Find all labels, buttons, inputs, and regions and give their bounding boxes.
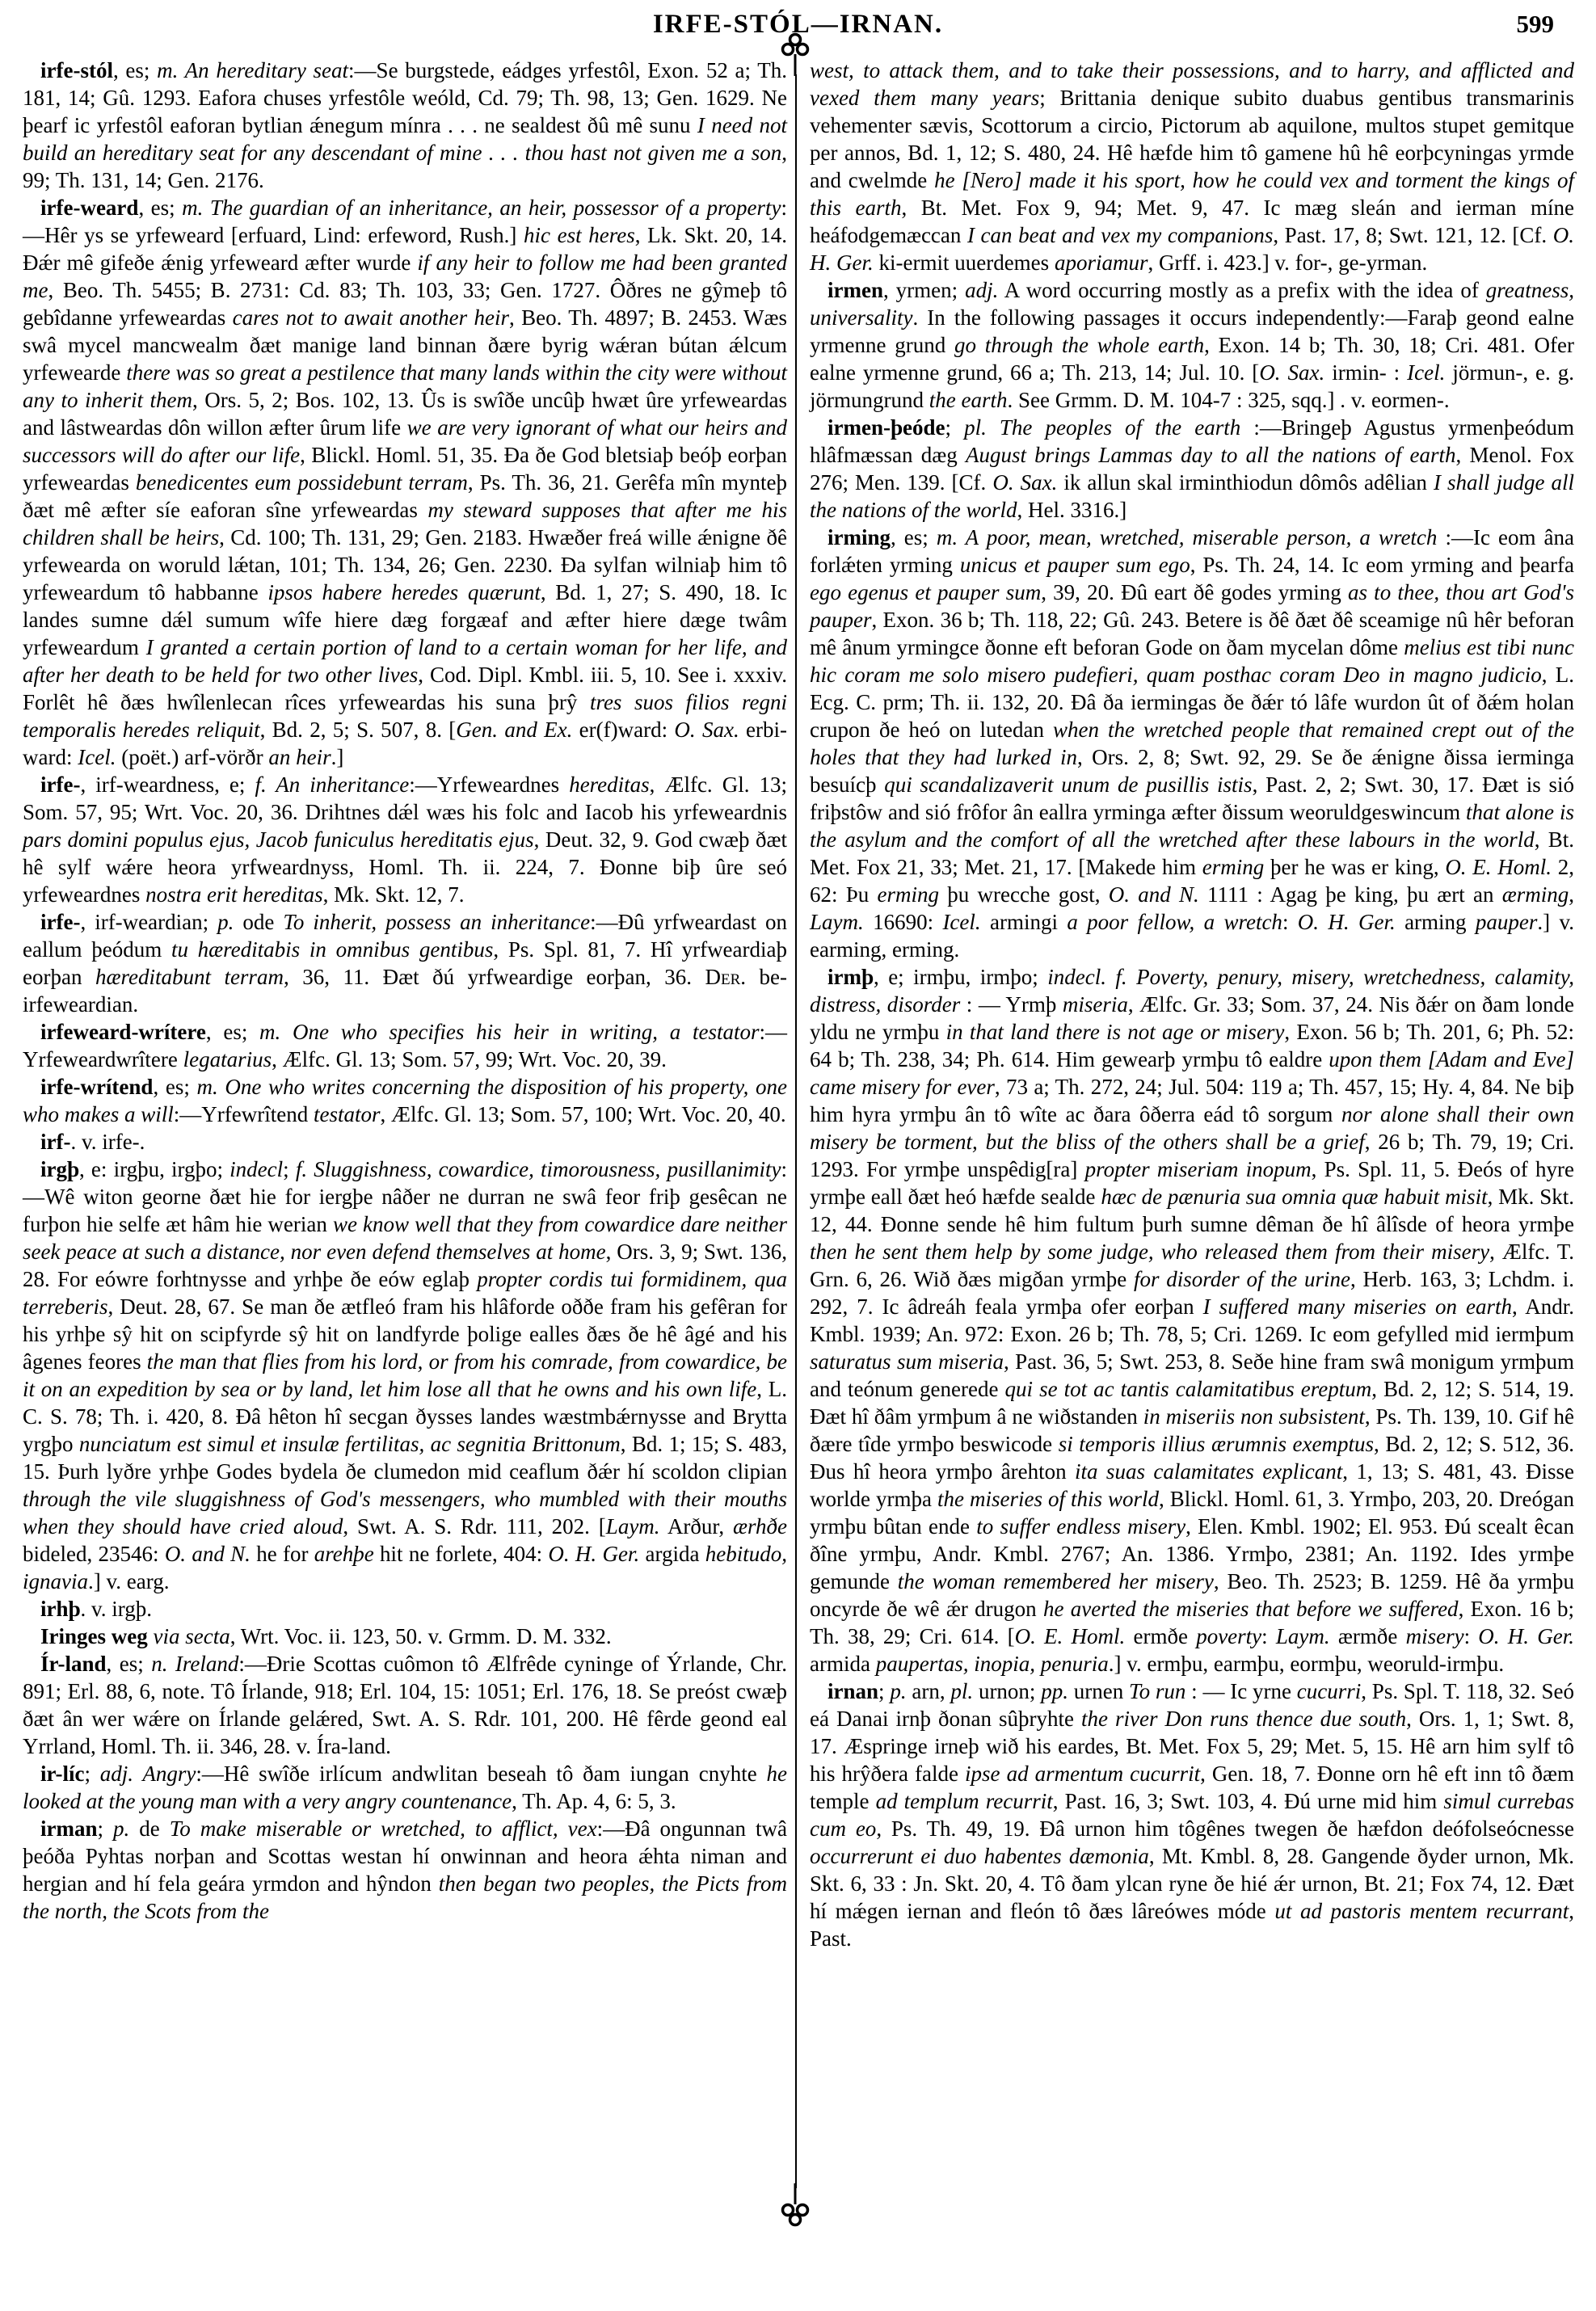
dictionary-entry: irfeweard-wrítere, es; m. One who specifies his heir in writing, a testator:—Yrfeweardwrîtere legatarius, Ælfc. Gl. 13; Som. 57, 99; Wrt. Voc. 20, 39. xyxy=(23,1020,787,1071)
dictionary-entry: irmen, yrmen; adj. A word occurring mostly as a prefix with the idea of greatness, universality. In the following passages it occurs independently:—Faraþ geond ealne yrmenne grund go through the whole earth, Exon. 14 b; Th. 30, 18; Cri. 481. Ofer ealne yrmenne grund, 66 a; Th. 213, 14; Jul. 10. [O. Sax. irmin- : Icel. jörmun-, e. g. jörmungrund the earth. See Grmm. D. M. 104-7 : 325, sqq.] . v. eormen-. xyxy=(810,278,1575,412)
dictionary-entry: irfe-stól, es; m. An hereditary seat:—Se burgstede, eádges yrfestôl, Exon. 52 a; Th. 181, 14; Gû. 1293. Eafora chuses yrfestôle weóld, Cd. 79; Th. 98, 13; Gen. 1629. Ne þearf ic yrfestôl eaforan bytlian ǽnegum mínra . . . ne sealdest ðû mê sunu I need not build an hereditary seat for any descendant of mine . . . thou hast not given me a son, 99; Th. 131, 14; Gen. 2176. xyxy=(23,58,788,192)
column-right xyxy=(810,57,1574,1952)
dictionary-entry: west, to attack them, and to take their possessions, and to harry, and afflicted and vexed them many years; Brittania denique subito duabus gentibus transmarinis vehementer sævis, Scottorum a circio, Pictorum ab aquilone, multos stupet gemitque per annos, Bd. 1, 12; S. 480, 24. Hê hæfde him tô gamene hû hê eorþcyningas yrmde and cwelmde he [Nero] made it his sport, how he could vex and torment the kings of this earth, Bt. Met. Fox 9, 94; Met. 9, 47. Ic mæg sleán and ierman míne heáfodgemæccan I can beat and vex my companions, Past. 17, 8; Swt. 121, 12. [Cf. O. H. Ger. ki-ermit uuerdemes aporiamur, Grff. i. 423.] v. for-, ge-yrman. xyxy=(810,58,1575,275)
page-number: 599 xyxy=(1516,10,1554,38)
dictionary-entry: irgþ, e: irgþu, irgþo; indecl; f. Sluggishness, cowardice, timorousness, pusillanimity:—Wê witon georne ðæt hie for iergþe nâðer ne durran ne swâ feor friþ gesêcan ne furþon hie selfe æt hâm hie werian we know well that they from cowardice dare neither seek peace at such a distance, nor even defend themselves at home, Ors. 3, 9; Swt. 136, 28. For eówre forhtnysse and yrhþe ðe eów eglaþ propter cordis tui formidinem, qua terreberis, Deut. 28, 67. Se man ðe ætfleó fram his hlâforde oððe fram his gefêran for his yrhþe sŷ hit on scipfyrde sŷ hit on landfyrde þolige ealles ðæs ðe hê âgé and his âgenes feores the man that flies from his lord, or from his comrade, from cowardice, be it on an expedition by sea or by land, let him lose all that he owns and his own life, L. C. S. 78; Th. i. 420, 8. Ðâ hêton hî secgan ðysses landes wæstmbǽrnysse and Brytta yrgþo nunciatum est simul et insulæ fertilitas, ac segnitia Brittonum, Bd. 1; 15; S. 483, 15. Þurh lyðre yrhþe Godes bydela ðe clumedon mid ceaflum ðǽr hí scoldon clipian through the vile sluggishness of God's messengers, who mumbled with their mouths when they should have cried aloud, Swt. A. S. Rdr. 111, 202. [Laym. Arður, ærhðe bideled, 23546: O. and N. he for arehþe hit ne forlete, 404: O. H. Ger. argida hebitudo, ignavia.] v. earg. xyxy=(23,1157,788,1593)
dictionary-entry: irman; p. de To make miserable or wretched, to afflict, vex:—Ðâ ongunnan twâ þeóða Pyhtas norþan and Scottas westan hí onwinnan and heora ǽhta niman and hergian and hí fela geára yrmdon and hŷndon then began two peoples, the Picts from the north, the Scots from the xyxy=(23,1816,787,1923)
dictionary-entry: irf-. v. irfe-. xyxy=(40,1130,145,1154)
trefoil-ornament-icon xyxy=(777,2183,813,2229)
dictionary-entry: Iringes weg via secta, Wrt. Voc. ii. 123, 50. v. Grmm. D. M. 332. xyxy=(40,1624,612,1648)
column-divider-rule xyxy=(795,74,797,2188)
dictionary-entry: irmþ, e; irmþu, irmþo; indecl. f. Poverty, penury, misery, wretchedness, calamity, distress, disorder : — Yrmþ miseria, Ælfc. Gr. 33; Som. 37, 24. Nis ðǽr on ðam londe yldu ne yrmþu in that land there is not age or misery, Exon. 56 b; Th. 201, 6; Ph. 52: 64 b; Th. 238, 34; Ph. 614. Him gewearþ yrmþu tô ealdre upon them [Adam and Eve] came misery for ever, 73 a; Th. 272, 24; Jul. 504: 119 a; Th. 457, 15; Hy. 4, 84. Ne biþ him hyra yrmþu ân tô wîte ac ðara ôðerra eád tô sorgum nor alone shall their own misery be torment, but the bliss of the others shall be a grief, 26 b; Th. 79, 19; Cri. 1293. For yrmþe unspêdig[ra] propter miseriam inopum, Ps. Spl. 11, 5. Ðeós of hyre yrmþe eall ðæt heó hæfde sealde hæc de pænuria sua omnia quæ habuit misit, Mk. Skt. 12, 44. Ðonne sende hê him fultum þurh sumne dêman ðe hî âlîsde of heora yrmþe then he sent them help by some judge, who released them from their misery, Ælfc. T. Grn. 6, 26. Wið ðæs migðan yrmþe for disorder of the urine, Herb. 163, 3; Lchdm. i. 292, 7. Ic âdreáh feala yrmþa ofer eorþan I suffered many miseries on earth, Andr. Kmbl. 1939; An. 972: Exon. 26 b; Th. 78, 5; Cri. 1269. Ic eom gefylled mid iermþum saturatus sum miseria, Past. 36, 5; Swt. 253, 8. Seðe hine fram swâ monigum yrmþum and teónum generede qui se tot ac tantis calamitatibus ereptum, Bd. 2, 12; S. 514, 19. Ðæt hî ðâm yrmþum â ne wiðstanden in miseriis non subsistent, Ps. Th. 139, 10. Gif hê ðære tîde yrmþo beswicode si temporis illius ærumnis exemptus, Bd. 2, 12; S. 512, 36. Ðus hî heora yrmþo ârehton ita suas calamitates explicant, 1, 13; S. 481, 43. Ðisse worlde yrmþa the miseries of this world, Blickl. Homl. 61, 3. Yrmþo, 203, 20. Dreógan yrmþu bûtan ende to suffer endless misery, Elen. Kmbl. 1902; El. 953. Ðú scealt êcan ðîne yrmþu, Andr. Kmbl. 2767; An. 1386. Yrmþo, 2381; An. 1192. Ides yrmþe gemunde the woman remembered her misery, Beo. Th. 2523; B. 1259. Hê ða yrmþu oncyrde ðe wê ǽr drugon he averted the miseries that before we suffered, Exon. 16 b; Th. 38, 29; Cri. 614. [O. E. Homl. ermðe poverty: Laym. ærmðe misery: O. H. Ger. armida paupertas, inopia, penuria.] v. ermþu, earmþu, eormþu, weoruld-irmþu. xyxy=(810,965,1575,1676)
column-left xyxy=(23,57,787,1925)
dictionary-entry: irfe-weard, es; m. The guardian of an inheritance, an heir, possessor of a property:—Hêr ys se yrfeweard [erfuard, Lind: erfeword, Rush.] hic est heres, Lk. Skt. 20, 14. Ðǽr mê gifeðe ǽnig yrfeweard æfter wurde if any heir to follow me had been granted me, Beo. Th. 5455; B. 2731: Cd. 83; Th. 103, 33; Gen. 1727. Ôðres ne gŷmeþ tô gebîdanne yrfeweardas cares not to await another heir, Beo. Th. 4897; B. 2453. Wæs swâ mycel mancwealm ðæt manige land binnan ðære byrig wǽran bútan ǽlcum yrfewearde there was so great a pestilence that many lands within the city were without any to inherit them, Ors. 5, 2; Bos. 102, 13. Ûs is swîðe uncûþ hwæt ûre yrfeweardas and lâstweardas dôn willon æfter ûrum life we are very ignorant of what our heirs and successors will do after our life, Blickl. Homl. 51, 35. Ða ðe God bletsiaþ beóþ eorþan yrfeweardas benedicentes eum possidebunt terram, Ps. Th. 36, 21. Gerêfa mîn mynteþ ðæt mê æfter síe eaforan sîne yrfeweardas my steward supposes that after me his children shall be heirs, Cd. 100; Th. 131, 29; Gen. 2183. Hwæðer freá wille ǽnigne ðê yrfewearda on woruld lǽtan, 101; Th. 134, 26; Gen. 2230. Ða sylfan wilniaþ him tô yrfeweardum tô habbanne ipsos habere heredes quærunt, Bd. 1, 27; S. 490, 18. Ic landes sumne dǽl sumum wîfe hiere dæg forgæaf and æfter hiere dæge twâm yrfeweardum I granted a certain portion of land to a certain woman for her life, and after her death to be held for two other lives, Cod. Dipl. Kmbl. iii. 5, 10. See i. xxxiv. Forlêt hê ðæs hwîlenlecan rîces yrfeweardas his suna þrŷ tres suos filios regni temporalis heredes reliquit, Bd. 2, 5; S. 507, 8. [Gen. and Ex. er(f)ward: O. Sax. erbi-ward: Icel. (poët.) arf-vörðr an heir.] xyxy=(23,196,788,769)
dictionary-entry: irhþ. v. irgþ. xyxy=(40,1597,153,1621)
dictionary-entry: irnan; p. arn, pl. urnon; pp. urnen To run : — Ic yrne cucurri, Ps. Spl. T. 118, 32. Seó eá Danai irnþ ðonan sûþryhte the river Don runs thence due south, Ors. 1, 1; Swt. 8, 17. Æspringe irneþ wið his eardes, Bt. Met. Fox 5, 29; Met. 5, 15. Hê arn him sylf tô his hrŷðera falde ipse ad armentum cucurrit, Gen. 18, 7. Ðonne orn hê eft inn tô ðæm temple ad templum recurrit, Past. 16, 3; Swt. 103, 4. Ðú urne mid him simul currebas cum eo, Ps. Th. 49, 19. Ðâ urnon him tôgênes twegen ðe hæfdon deófolseócnesse occurrerunt ei duo habentes dæmonia, Mt. Kmbl. 8, 28. Gangende ðyder urnon, Mk. Skt. 6, 33 : Jn. Skt. 20, 4. Tô ðam ylcan ryne ðe hié ǽr urnon, Bt. 21; Fox 74, 12. Ðæt hí mǽgen iernan and fleón tô ðæs lâreówes móde ut ad pastoris mentem recurrant, Past. xyxy=(810,1679,1575,1951)
dictionary-entry: irfe-, irf-weardness, e; f. An inheritance:—Yrfeweardnes hereditas, Ælfc. Gl. 13; Som. 57, 95; Wrt. Voc. 20, 36. Drihtnes dǽl wæs his folc and Iacob his yrfeweardnis pars domini populus ejus, Jacob funiculus hereditatis ejus, Deut. 32, 9. God cwæþ ðæt hê sylf wǽre heora yrfweardnyss, Homl. Th. ii. 224, 7. Ðonne biþ ûre seó yrfeweardnes nostra erit hereditas, Mk. Skt. 12, 7. xyxy=(23,772,787,907)
running-title: IRFE-STÓL—IRNAN. xyxy=(652,10,944,39)
dictionary-entry: irmen-þeóde; pl. The peoples of the earth :—Bringeþ Agustus yrmenþeódum hlâfmæssan dæg August brings Lammas day to all the nations of earth, Menol. Fox 276; Men. 139. [Cf. O. Sax. ik allun skal irminthiodun dômôs adêlian I shall judge all the nations of the world, Hel. 3316.] xyxy=(810,415,1575,522)
dictionary-entry: irfe-, irf-weardian; p. ode To inherit, possess an inheritance:—Ðû yrfweardast on eallum þeódum tu hæreditabis in omnibus gentibus, Ps. Spl. 81, 7. Hî yrfweardiaþ eorþan hæreditabunt terram, 36, 11. Ðæt ðú yrfweardige eorþan, 36. Der. be-irfeweardian. xyxy=(23,910,788,1017)
dictionary-entry: Ír-land, es; n. Ireland:—Ðrie Scottas cuômon tô Ælfrêde cyninge of Ýrlande, Chr. 891; Erl. 88, 6, note. Tô Írlande, 918; Erl. 104, 15: 1051; Erl. 176, 18. Se preóst cwæþ ðæt ân wer wǽre on Írlande gelǽred, Swt. A. S. Rdr. 101, 200. Hê fêrde geond eal Yrrland, Homl. Th. ii. 346, 28. v. Íra-land. xyxy=(23,1652,787,1758)
dictionary-entry: ir-líc; adj. Angry:—Hê swîðe irlícum andwlitan beseah tô ðam iungan cnyhte he looked at the young man with a very angry countenance, Th. Ap. 4, 6: 5, 3. xyxy=(23,1762,787,1813)
dictionary-entry: irfe-wrítend, es; m. One who writes concerning the disposition of his property, one who makes a will:—Yrfewrîtend testator, Ælfc. Gl. 13; Som. 57, 100; Wrt. Voc. 20, 40. xyxy=(23,1075,788,1126)
dictionary-entry: irming, es; m. A poor, mean, wretched, miserable person, a wretch :—Ic eom âna forlǽten yrming unicus et pauper sum ego, Ps. Th. 24, 14. Ic eom yrming and þearfa ego egenus et pauper sum, 39, 20. Ðû eart ðê godes yrming as to thee, thou art God's pauper, Exon. 36 b; Th. 118, 22; Gû. 243. Betere is ðê ðæt ðê sceamige nû hêr beforan mê ânum yrmingce ðonne eft beforan Gode on ðam mycelan dôme melius est tibi nunc hic coram me solo misero pudefieri, quam posthac coram Deo in magno judicio, L. Ecg. C. prm; Th. ii. 132, 20. Ðâ ða iermingas ðe ðǽr tó lâfe wurdon ût of ðǽm holan crupon ðe heó on lutedan when the wretched people that remained crept out of the holes that they had lurked in, Ors. 2, 8; Swt. 92, 29. Se ðe ǽnigne ðissa ierminga besuícþ qui scandalizaverit unum de pusillis istis, Past. 2, 2; Swt. 30, 17. Ðæt is sió friþstôw and sió frôfor ân eallra yrminga æfter ðissum weoruldgeswincum that alone is the asylum and the comfort of all the wretched after these labours in the world, Bt. Met. Fox 21, 33; Met. 21, 17. [Makede him erming þer he was er king, O. E. Homl. 2, 62: Þu erming þu wrecche gost, O. and N. 1111 : Agag þe king, þu ært an ærming, Laym. 16690: Icel. armingi a poor fellow, a wretch: O. H. Ger. arming pauper.] v. earming, erming. xyxy=(810,525,1574,962)
